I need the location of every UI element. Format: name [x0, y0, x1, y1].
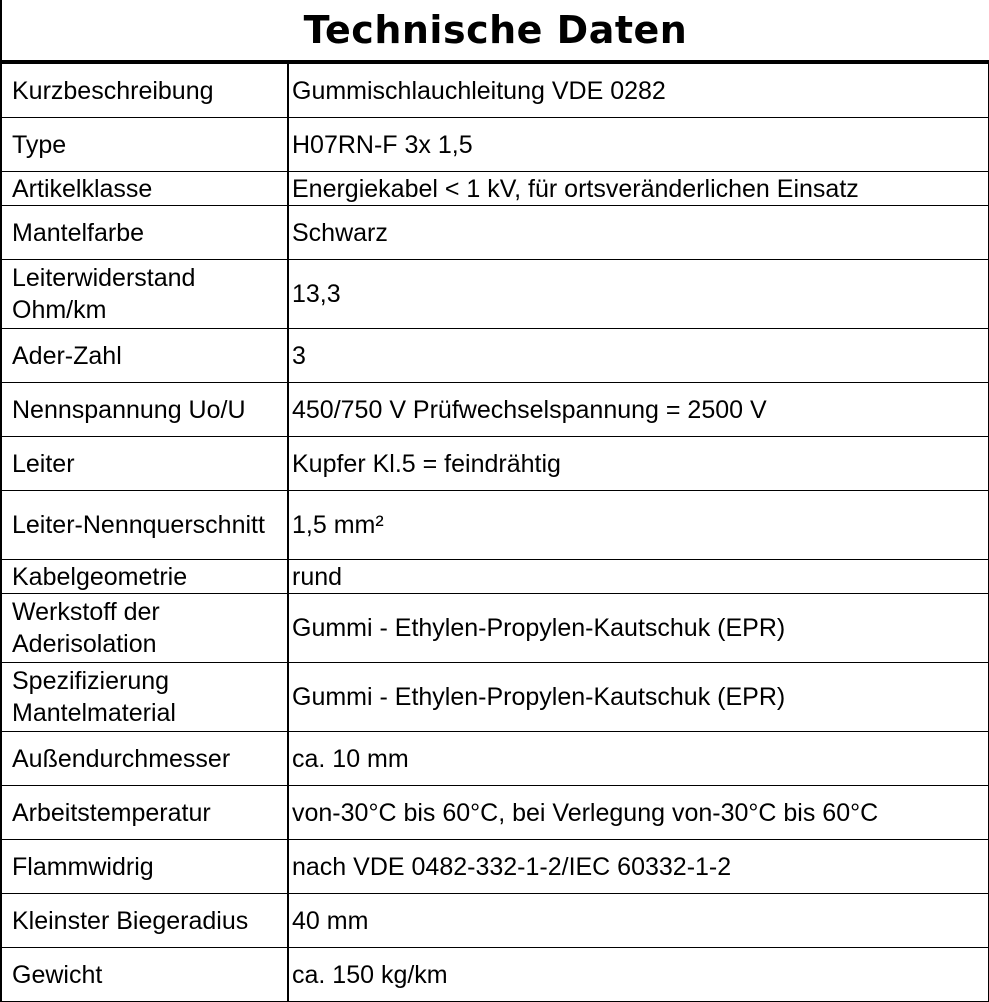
row-label: Leiterwiderstand Ohm/km	[1, 260, 288, 329]
table-row	[1, 206, 989, 260]
row-value: 450/750 V Prüfwechselspannung = 2500 V	[288, 383, 989, 437]
table-row	[1, 491, 989, 560]
row-label: Kabelgeometrie	[1, 560, 288, 594]
row-value: Gummi - Ethylen-Propylen-Kautschuk (EPR)	[288, 663, 989, 732]
spec-table	[0, 63, 989, 1002]
row-value: Energiekabel < 1 kV, für ortsveränderlichen Einsatz	[288, 172, 989, 206]
row-value: Gummi - Ethylen-Propylen-Kautschuk (EPR)	[288, 594, 989, 663]
row-label: Flammwidrig	[1, 840, 288, 894]
row-value: ca. 10 mm	[288, 732, 989, 786]
row-label: Kurzbeschreibung	[1, 64, 288, 118]
table-row	[1, 383, 989, 437]
row-value: nach VDE 0482-332-1-2/IEC 60332-1-2	[288, 840, 989, 894]
row-value: Kupfer Kl.5 = feindrähtig	[288, 437, 989, 491]
row-label: Leiter-Nennquerschnitt	[1, 491, 288, 560]
row-value: ca. 150 kg/km	[288, 948, 989, 1002]
row-value: Schwarz	[288, 206, 989, 260]
page-title: Technische Daten	[2, 0, 989, 63]
row-label: Arbeitstemperatur	[1, 786, 288, 840]
table-row	[1, 329, 989, 383]
row-label: Spezifizierung Mantelmaterial	[1, 663, 288, 732]
table-row	[1, 894, 989, 948]
row-label: Gewicht	[1, 948, 288, 1002]
row-label: Außendurchmesser	[1, 732, 288, 786]
table-row	[1, 260, 989, 329]
table-row	[1, 786, 989, 840]
table-row	[1, 663, 989, 732]
row-label: Mantelfarbe	[1, 206, 288, 260]
row-value: von-30°C bis 60°C, bei Verlegung von-30°C bis 60°C	[288, 786, 989, 840]
table-row	[1, 840, 989, 894]
row-label: Nennspannung Uo/U	[1, 383, 288, 437]
table-row	[1, 732, 989, 786]
row-value: 13,3	[288, 260, 989, 329]
table-row	[1, 437, 989, 491]
row-label: Werkstoff der Aderisolation	[1, 594, 288, 663]
row-label: Ader-Zahl	[1, 329, 288, 383]
row-label: Artikelklasse	[1, 172, 288, 206]
row-value: Gummischlauchleitung VDE 0282	[288, 64, 989, 118]
table-row	[1, 172, 989, 206]
row-label: Kleinster Biegeradius	[1, 894, 288, 948]
row-label: Leiter	[1, 437, 288, 491]
row-value: 3	[288, 329, 989, 383]
row-value: rund	[288, 560, 989, 594]
row-value: 1,5 mm²	[288, 491, 989, 560]
row-value: 40 mm	[288, 894, 989, 948]
table-row	[1, 64, 989, 118]
row-value: H07RN-F 3x 1,5	[288, 118, 989, 172]
row-label: Type	[1, 118, 288, 172]
table-row	[1, 594, 989, 663]
table-row	[1, 948, 989, 1002]
table-row	[1, 118, 989, 172]
table-row	[1, 560, 989, 594]
